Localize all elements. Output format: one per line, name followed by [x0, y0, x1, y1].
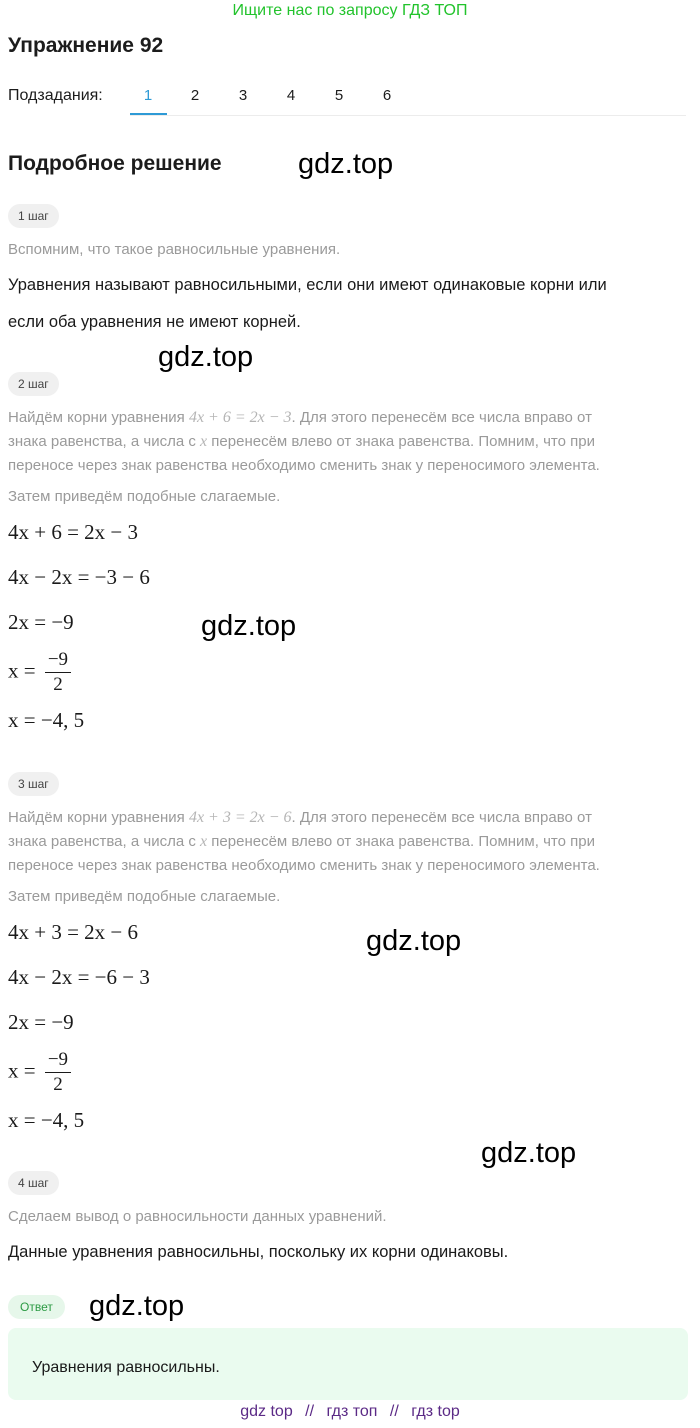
tab-3[interactable]: 3	[238, 87, 248, 104]
answer-text: Уравнения равносильны.	[32, 1359, 220, 1376]
tab-4[interactable]: 4	[286, 87, 296, 104]
fraction-numerator: −9	[45, 648, 71, 673]
hint-text: перенесём влево от знака равенства. Помним, что при	[211, 833, 595, 850]
step-2-hint-line-4: Затем приведём подобные слагаемые.	[8, 488, 281, 505]
step-3-equation-3: 2x = −9	[8, 1010, 74, 1034]
step-3-hint-line-3: переносе через знак равенства необходимо сменить знак у переносимого элемента.	[8, 857, 600, 874]
hint-text: . Для этого перенесём все числа вправо от	[291, 409, 592, 426]
hint-text: Найдём корни уравнения	[8, 809, 185, 826]
step-3-hint-line-1	[8, 806, 688, 830]
step-badge-4: 4 шаг	[8, 1171, 59, 1195]
exercise-title: Упражнение 92	[8, 34, 164, 57]
watermark: gdz.top	[481, 1137, 577, 1169]
watermark: gdz.top	[89, 1290, 185, 1322]
tab-1[interactable]: 1	[143, 87, 153, 104]
equation-lhs: x =	[8, 1058, 36, 1083]
fraction	[45, 648, 71, 697]
hint-text: знака равенства, а числа с	[8, 833, 196, 850]
watermark: gdz.top	[298, 148, 394, 180]
footer-separator: //	[389, 1403, 399, 1420]
promo-banner[interactable]: Ищите нас по запросу ГДЗ ТОП	[232, 2, 468, 19]
step-badge-3: 3 шаг	[8, 772, 59, 796]
hint-text: . Для этого перенесём все числа вправо от	[291, 809, 592, 826]
step-4-hint: Сделаем вывод о равносильности данных уравнений.	[8, 1208, 387, 1225]
step-2-hint-line-3: переносе через знак равенства необходимо сменить знак у переносимого элемента.	[8, 457, 600, 474]
step-2-hint-line-1	[8, 406, 688, 430]
step-badge-1: 1 шаг	[8, 204, 59, 228]
step-2-equation-1: 4x + 6 = 2x − 3	[8, 520, 139, 544]
step-3-equation-1: 4x + 3 = 2x − 6	[8, 920, 139, 944]
watermark: gdz.top	[201, 610, 297, 642]
fraction-denominator: 2	[53, 1074, 63, 1095]
hint-variable: x	[200, 833, 208, 850]
step-3-hint-line-2	[8, 830, 688, 854]
subtasks-label: Подзадания:	[8, 87, 103, 104]
hint-equation: 4x + 6 = 2x − 3	[188, 409, 292, 426]
hint-text: знака равенства, а числа с	[8, 433, 196, 450]
active-tab-indicator	[130, 113, 167, 115]
fraction-numerator: −9	[45, 1048, 71, 1073]
fraction	[45, 1048, 71, 1097]
step-3-equation-5: x = −4, 5	[8, 1108, 85, 1132]
step-1-hint: Вспомним, что такое равносильные уравнения.	[8, 241, 341, 258]
hint-equation: 4x + 3 = 2x − 6	[188, 809, 292, 826]
watermark: gdz.top	[158, 341, 254, 373]
step-2-equation-5: x = −4, 5	[8, 708, 85, 732]
step-2-hint-line-2	[8, 430, 688, 454]
watermark: gdz.top	[366, 925, 462, 957]
step-2-equation-3: 2x = −9	[8, 610, 74, 634]
step-1-text-line-1: Уравнения называют равносильными, если они имеют одинаковые корни или	[8, 276, 607, 294]
step-badge-2: 2 шаг	[8, 372, 59, 396]
step-3-equation-2: 4x − 2x = −6 − 3	[8, 965, 150, 989]
step-1-text-line-2: если оба уравнения не имеют корней.	[8, 313, 301, 331]
footer-links	[0, 1403, 700, 1421]
footer-link-1[interactable]: gdz top	[240, 1403, 293, 1420]
tab-2[interactable]: 2	[190, 87, 200, 104]
step-2-equation-4	[8, 648, 71, 697]
footer-link-2[interactable]: гдз топ	[326, 1403, 378, 1420]
answer-badge: Ответ	[8, 1295, 65, 1319]
hint-variable: x	[200, 433, 208, 450]
footer-link-3[interactable]: гдз top	[411, 1403, 460, 1420]
fraction-denominator: 2	[53, 674, 63, 695]
tabs-divider	[130, 115, 686, 116]
equation-lhs: x =	[8, 658, 36, 683]
tab-5[interactable]: 5	[334, 87, 344, 104]
hint-text: Найдём корни уравнения	[8, 409, 185, 426]
tab-6[interactable]: 6	[382, 87, 392, 104]
step-2-equation-2: 4x − 2x = −3 − 6	[8, 565, 150, 589]
step-4-text: Данные уравнения равносильны, поскольку их корни одинаковы.	[8, 1243, 509, 1261]
hint-text: перенесём влево от знака равенства. Помним, что при	[211, 433, 595, 450]
step-3-equation-4	[8, 1048, 71, 1097]
solution-title: Подробное решение	[8, 152, 222, 175]
step-3-hint-line-4: Затем приведём подобные слагаемые.	[8, 888, 281, 905]
footer-separator: //	[305, 1403, 315, 1420]
